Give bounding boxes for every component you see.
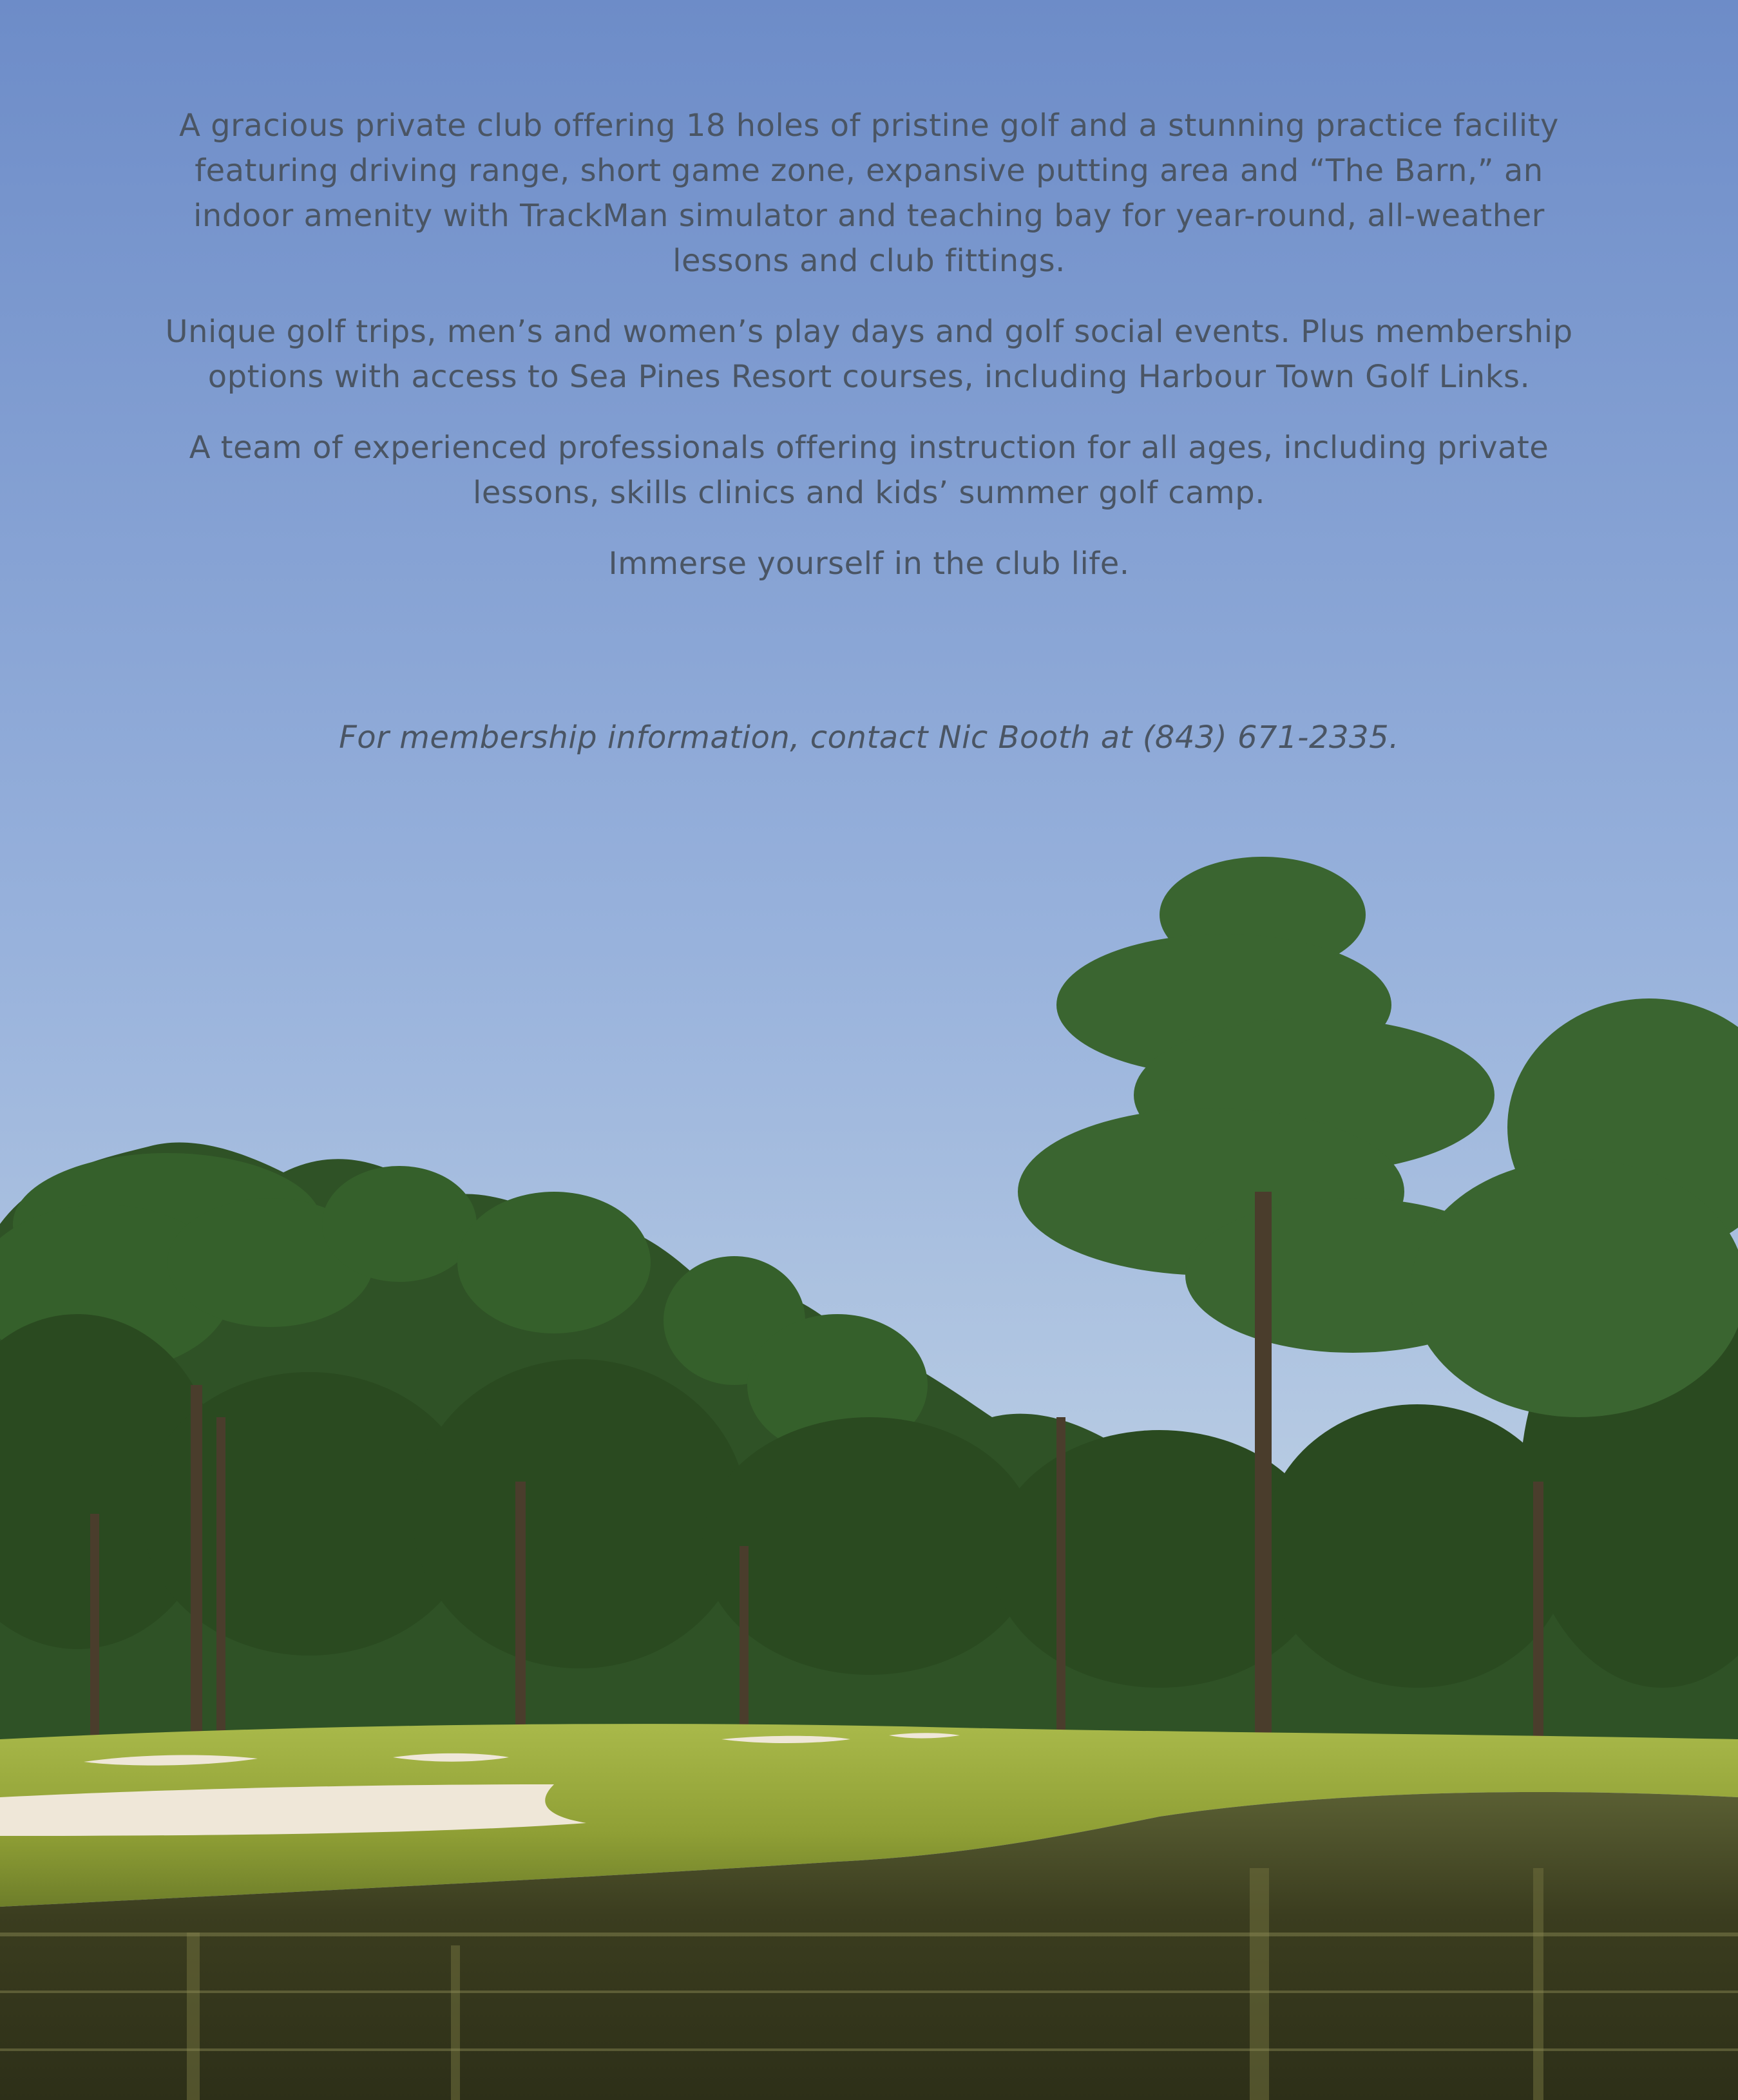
- paragraph-golf: A gracious private club offering 18 holes of pristine golf and a stunning practice facility featuring driving range, short game zone, expansive putting area and “The Barn,” an indoor amenity with TrackMan simulator and teaching bay for year-round, all-weather lessons and club fittings.: [179, 108, 1559, 279]
- paragraph-instruction: A team of experienced professionals offering instruction for all ages, including private lessons, skills clinics and kids’ summer golf camp.: [189, 430, 1549, 511]
- paragraph-trips: Unique golf trips, men’s and women’s play days and golf social events. Plus membership options with access to Sea Pines Resort courses, including Harbour Town Golf Links.: [165, 314, 1573, 395]
- membership-contact: For membership information, contact Nic Booth at (843) 671-2335.: [339, 720, 1399, 756]
- intro-text: [161, 103, 1577, 760]
- paragraph-immerse: Immerse yourself in the club life.: [608, 546, 1130, 582]
